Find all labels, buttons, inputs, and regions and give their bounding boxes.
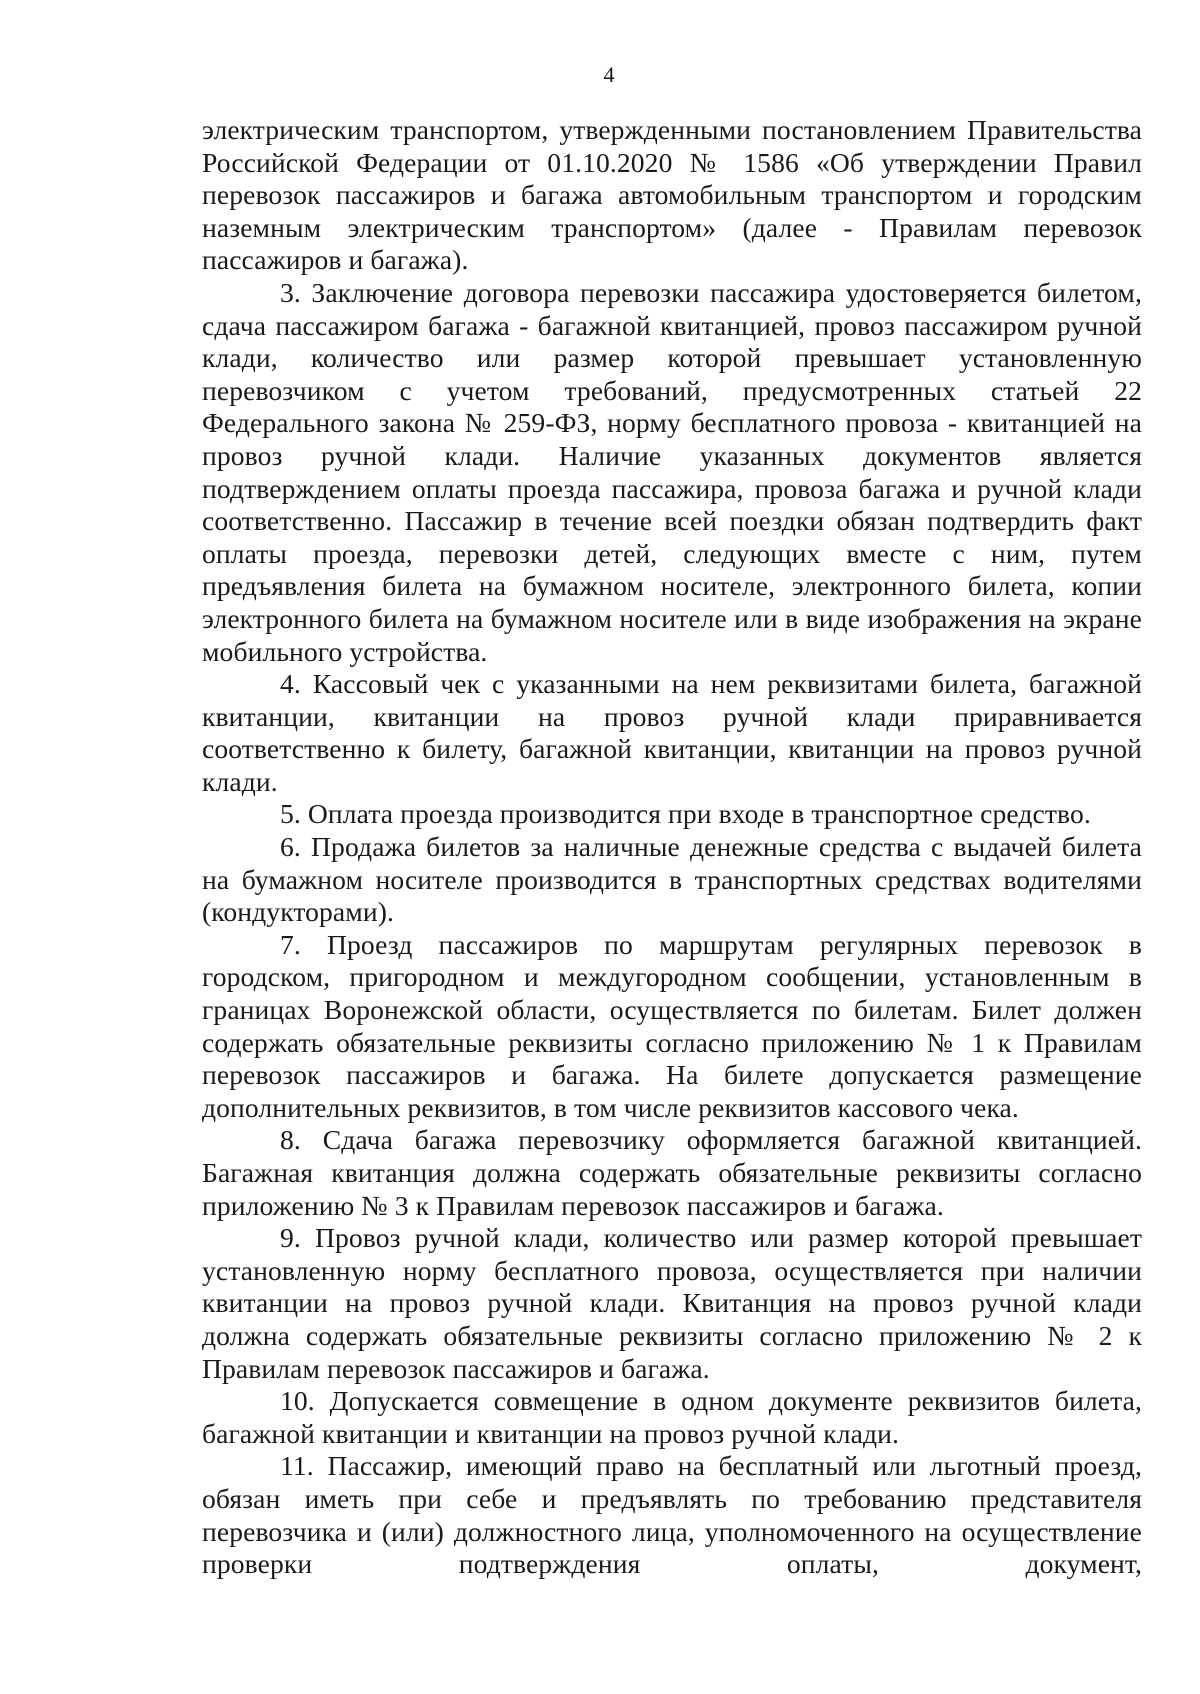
- paragraph-4: 4. Кассовый чек с указанными на нем реквизитами билета, багажной квитанции, квитанции на провоз ручной клади приравнивается соответственно к билету, багажной квитанции, квитанции на провоз ручной клади.: [202, 668, 1142, 797]
- paragraph-10: 10. Допускается совмещение в одном документе реквизитов билета, багажной квитанции и квитанции на провоз ручной клади.: [202, 1385, 1142, 1449]
- paragraph-9: 9. Провоз ручной клади, количество или размер которой превышает установленную норму бесплатного провоза, осуществляется при наличии квитанции на провоз ручной клади. Квитанция на провоз ручной клади должна содержать обязательные реквизиты согласно приложению № 2 к Правилам перевозок пассажиров и багажа.: [202, 1222, 1142, 1384]
- document-body: [202, 114, 1142, 1581]
- paragraph-5: 5. Оплата проезда производится при входе в транспортное средство.: [280, 798, 1091, 830]
- paragraph-11: 11. Пассажир, имеющий право на бесплатный или льготный проезд, обязан иметь при себе и предъявлять по требованию представителя перевозчика и (или) должностного лица, уполномоченного на осуществление проверки подтверждения оплаты, документ,: [202, 1450, 1142, 1580]
- paragraph-3: 3. Заключение договора перевозки пассажира удостоверяется билетом, сдача пассажиром багажа - багажной квитанцией, провоз пассажиром ручной клади, количество или размер которой превышает установленную перевозчиком с учетом требований, предусмотренных статьей 22 Федерального закона № 259-ФЗ, норму бесплатного провоза - квитанцией на провоз ручной клади. Наличие указанных документов является подтверждением оплаты проезда пассажира, провоза багажа и ручной клади соответственно. Пассажир в течение всей поездки обязан подтвердить факт оплаты проезда, перевозки детей, следующих вместе с ним, путем предъявления билета на бумажном носителе, электронного билета, копии электронного билета на бумажном носителе или в виде изображения на экране мобильного устройства.: [202, 276, 1142, 667]
- page-number: 4: [603, 62, 615, 87]
- paragraph-continuation: электрическим транспортом, утвержденными постановлением Правительства Российской Федерации от 01.10.2020 № 1586 «Об утверждении Правил перевозок пассажиров и багажа автомобильным транспортом и городским наземным электрическим транспортом» (далее - Правилам перевозок пассажиров и багажа).: [202, 114, 1142, 276]
- paragraph-6: 6. Продажа билетов за наличные денежные средства с выдачей билета на бумажном носителе производится в транспортных средствах водителями (кондукторами).: [202, 831, 1142, 928]
- paragraph-7: 7. Проезд пассажиров по маршрутам регулярных перевозок в городском, пригородном и междугородном сообщении, установленным в границах Воронежской области, осуществляется по билетам. Билет должен содержать обязательные реквизиты согласно приложению № 1 к Правилам перевозок пассажиров и багажа. На билете допускается размещение дополнительных реквизитов, в том числе реквизитов кассового чека.: [202, 928, 1142, 1123]
- paragraph-8: 8. Сдача багажа перевозчику оформляется багажной квитанцией. Багажная квитанция должна содержать обязательные реквизиты согласно приложению № 3 к Правилам перевозок пассажиров и багажа.: [202, 1124, 1142, 1221]
